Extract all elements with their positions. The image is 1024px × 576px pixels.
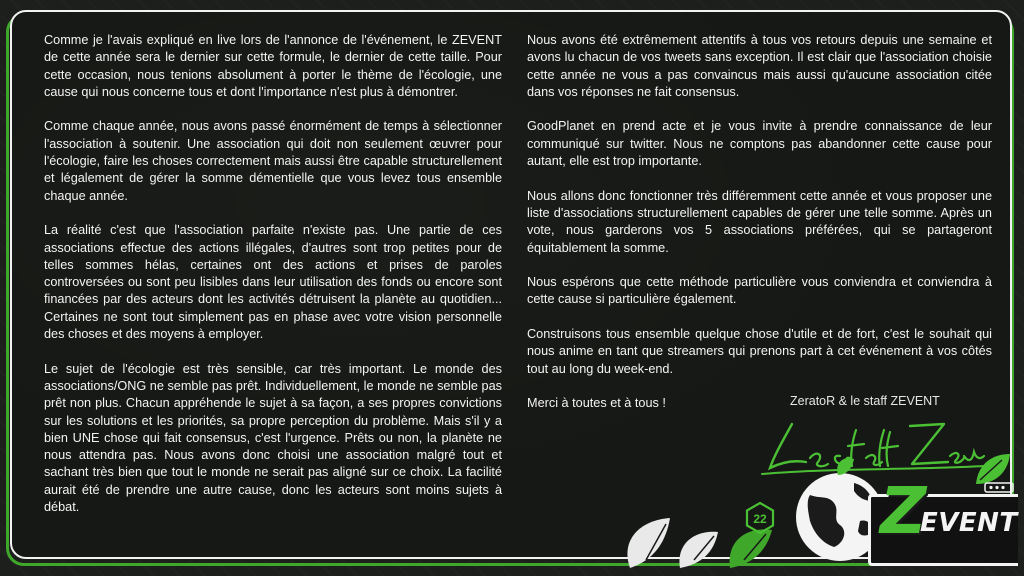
- paragraph: Comme chaque année, nous avons passé énormément de temps à sélectionner l'association à soutenir. Une association qui doit non seulement œuvrer pour l'écologie, faire les choses correctement mais aussi être capable structurellement et légalement de gérer la somme démentielle que vous levez tous ensemble chaque année.: [44, 119, 502, 203]
- paragraph: La réalité c'est que l'association parfaite n'existe pas. Une partie de ces associations effectue des actions illégales, d'autres sont trop petites pour de telles sommes hélas, certaines ont des actions et prises de paroles controversées ou sont peu lisibles dans leur utilisation des fonds ou encore sont financées par des acteurs dont les activités détruisent la planète au quotidien... Certaines ne sont tout simplement pas en phase avec votre vision personnelle des choses et des moyens à employer.: [44, 223, 502, 342]
- signature-name: ZeratoR & le staff ZEVENT: [790, 394, 940, 408]
- paragraph: Nous espérons que cette méthode particulière vous conviendra et conviendra à cette cause si particulière également.: [527, 275, 992, 307]
- paragraph: Nous allons donc fonctionner très différemment cette année et vous proposer une liste d'associations structurellement capables de gérer une telle somme. Après un vote, nous garderons vos 5 associations préférées, qui se partageront équitablement la somme.: [527, 188, 992, 255]
- zevent-logo-text: EVENT: [920, 508, 1018, 538]
- dots-decoration-icon: [984, 480, 1014, 494]
- left-column: [44, 32, 502, 534]
- right-column: [527, 32, 992, 430]
- paragraph: Construisons tous ensemble quelque chose d'utile et de fort, c'est le souhait qui nous anime en tant que streamers qui prenons part à cet événement à vos côtés tout au long du week-end.: [527, 327, 992, 376]
- paragraph: Comme je l'avais expliqué en live lors de l'annonce de l'événement, le ZEVENT de cette année sera le dernier sur cette formule, le dernier de cette taille. Pour cette occasion, nous tenions absolument à porter le thème de l'écologie, une cause qui nous concerne tous et dont l'importance n'est plus à démontrer.: [44, 33, 502, 99]
- paragraph: GoodPlanet en prend acte et je vous invite à prendre connaissance de leur communiqué sur twitter. Nous ne comptons pas abandonner cette cause pour autant, elle est trop importante.: [527, 119, 992, 169]
- closing-line: Merci à toutes et à tous !: [527, 396, 666, 411]
- paragraph: Nous avons été extrêmement attentifs à tous vos retours depuis une semaine et avons lu chacun de vos tweets sans exception. Il est clair que l'association choisie cette année ne vous a pas convaincus mais aussi qu'aucune association citée dans vos réponses ne fait consensus.: [527, 33, 992, 99]
- badge-number: 22: [753, 512, 767, 526]
- badge-22-icon: [744, 502, 776, 534]
- zevent-logo-z: Z: [880, 475, 927, 549]
- paragraph: Le sujet de l'écologie est très sensible, car très important. Le monde des associations/ONG ne semble pas prêt. Individuellement, le monde ne semble pas prêt non plus. Chacun appréhende le sujet à sa façon, a ses propres convictions sur les solutions et les priorités, sa propre perception du problème. Mais s'il y a bien UNE chose qui fait consensus, c'est l'urgence. Prêts ou non, la planète ne nous attendra pas. Nous avons donc choisi une association malgré tout et sachant très bien que tout le monde ne serait pas aligné sur ce choix. La facilité aurait été de prendre une autre cause, donc les acteurs sont moins sujets à débat.: [44, 361, 502, 515]
